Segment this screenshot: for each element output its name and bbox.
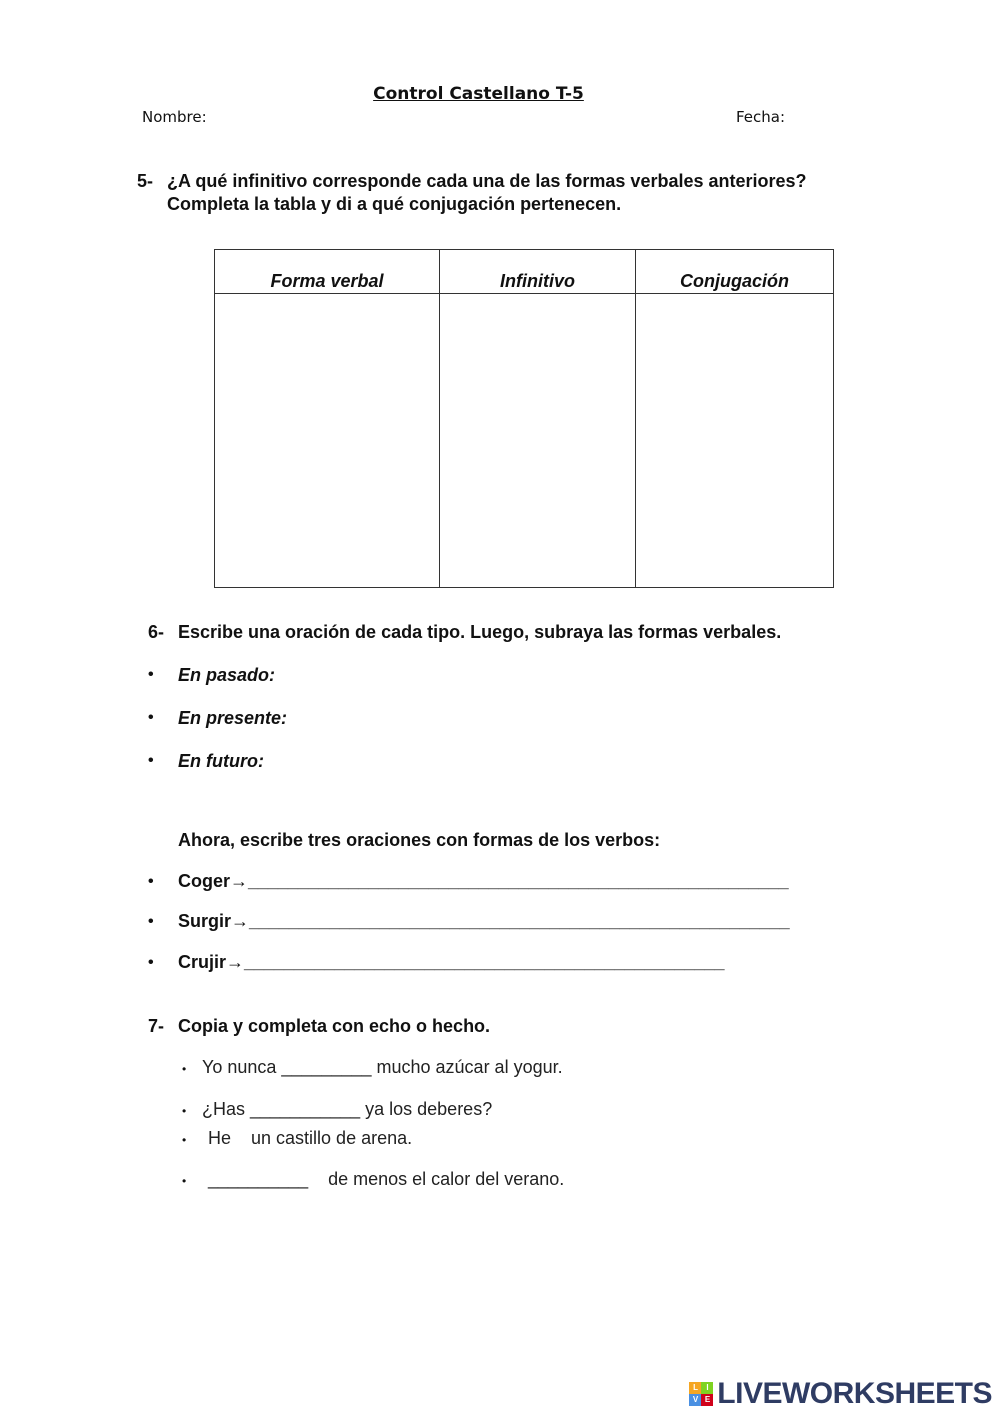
logo-letter: I [701,1382,713,1394]
date-label: Fecha: [736,108,786,126]
sentence-2[interactable]: ¿Has ___________ ya los deberes? [202,1099,493,1119]
logo-text: LIVEWORKSHEETS [717,1377,992,1410]
verb-table [214,249,834,588]
header-infinitivo: Infinitivo [440,250,636,294]
bullet-en-pasado: En pasado: [178,665,276,685]
bullet-en-presente: En presente: [178,708,288,728]
bullet-en-futuro: En futuro: [178,751,264,771]
logo-letter: L [689,1382,701,1394]
answer-cell-forma-verbal[interactable] [215,294,440,588]
sentence-3[interactable]: He un castillo de arena. [208,1128,413,1148]
table-header-row [215,250,834,294]
q6-prompt2: Ahora, escribe tres oraciones con formas de los verbos: [178,830,661,850]
name-label: Nombre: [142,108,207,126]
bullet-icon: • [148,873,154,890]
answer-cell-conjugacion[interactable] [636,294,834,588]
bullet-icon: • [148,709,154,726]
table-row [215,294,834,588]
header-conjugacion: Conjugación [636,250,834,294]
sub-bullet-icon: • [182,1174,187,1188]
verb-line-coger[interactable]: Coger→______________________________________________________ [178,871,789,891]
q5-line1: ¿A qué infinitivo corresponde cada una de las formas verbales anteriores? [167,171,807,191]
bullet-icon: • [148,913,154,930]
header-forma-verbal: Forma verbal [215,250,440,294]
bullet-icon: • [148,752,154,769]
bullet-icon: • [148,954,154,971]
q6-prompt: Escribe una oración de cada tipo. Luego, subraya las formas verbales. [178,622,782,642]
sub-bullet-icon: • [182,1104,187,1118]
sub-bullet-icon: • [182,1062,187,1076]
sub-bullet-icon: • [182,1133,187,1147]
page-title: Control Castellano T-5 [373,84,584,104]
sentence-1[interactable]: Yo nunca _________ mucho azúcar al yogur. [202,1057,563,1077]
liveworksheets-logo[interactable] [689,1377,992,1411]
bullet-icon: • [148,666,154,683]
q5-number: 5- [137,171,154,191]
verb-line-crujir[interactable]: Crujir→________________________________________________ [178,952,725,972]
q7-prompt: Copia y completa con echo o hecho. [178,1016,491,1036]
answer-cell-infinitivo[interactable] [440,294,636,588]
q6-number: 6- [148,622,165,642]
sentence-4[interactable]: __________ de menos el calor del verano. [208,1169,565,1189]
q7-number: 7- [148,1016,165,1036]
q5-line2: Completa la tabla y di a qué conjugación pertenecen. [167,194,622,214]
logo-letter: E [701,1394,713,1406]
logo-letter: V [689,1394,701,1406]
verb-line-surgir[interactable]: Surgir→______________________________________________________ [178,911,790,931]
logo-mark-icon [689,1382,713,1406]
